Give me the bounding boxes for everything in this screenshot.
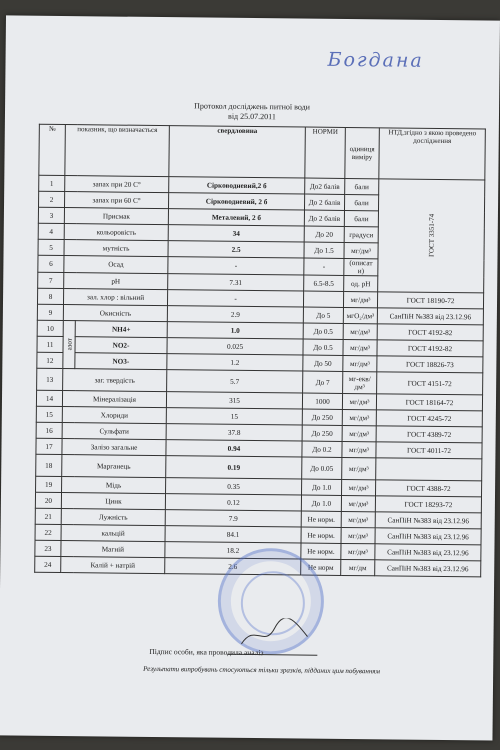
cell-ntd: ГОСТ 4389-72 xyxy=(376,426,482,443)
cell-name: Цинк xyxy=(61,493,165,510)
cell-norm: До 0.5 xyxy=(303,323,343,339)
cell-norm: 6.5-8.5 xyxy=(304,275,344,291)
cell-value: 0.025 xyxy=(167,338,303,355)
cell-norm: 1000 xyxy=(302,393,342,409)
cell-num: 5 xyxy=(38,239,64,255)
cell-name: зал. хлор : вільний xyxy=(63,289,167,306)
group-label-cell xyxy=(63,321,76,369)
cell-value: 2.5 xyxy=(168,241,304,258)
cell-num: 22 xyxy=(35,524,61,540)
cell-unit: мг/дм³ xyxy=(341,543,375,559)
cell-value: 0.19 xyxy=(166,456,302,479)
cell-num: 16 xyxy=(36,422,62,438)
footnote: Результати випробувань стосуються тільки зразків, підданих цим побуванням xyxy=(143,664,381,676)
cell-value: 7.31 xyxy=(168,274,304,291)
cell-ntd: ГОСТ 4151-72 xyxy=(377,372,483,395)
cell-value: 0.35 xyxy=(166,478,302,495)
header-norms: НОРМИ xyxy=(305,127,346,178)
protocol-title: Протокол досліджень питної води xyxy=(194,101,311,112)
cell-name: NH4+ xyxy=(75,321,167,338)
cell-ntd: СанПіН №383 від 23.12.96 xyxy=(375,512,481,529)
cell-ntd: СанПіН №383 від 23.12.96 xyxy=(375,560,481,577)
cell-value: Сірководневий, 2 б xyxy=(169,193,305,210)
cell-name: мутність xyxy=(64,240,168,257)
cell-value: 315 xyxy=(166,392,302,409)
cell-name: pH xyxy=(64,273,168,290)
cell-unit: мг/дм xyxy=(341,559,375,575)
cell-unit: мг-екв/дм³ xyxy=(343,371,377,393)
cell-norm: Не норм xyxy=(301,559,341,575)
cell-unit: мг/дм³ xyxy=(342,425,376,441)
cell-unit: мг/дм³ xyxy=(343,291,377,307)
cell-unit: мг/дм³ xyxy=(341,511,375,527)
cell-ntd: ГОСТ 18164-72 xyxy=(376,394,482,411)
cell-name: Хлориди xyxy=(62,407,166,424)
cell-value: - xyxy=(167,290,303,307)
cell-name: Марганець xyxy=(62,455,166,478)
cell-num: 23 xyxy=(35,540,61,556)
protocol-date: від 25.07.2011 xyxy=(228,111,276,122)
cell-unit: мг/дм³ xyxy=(343,339,377,355)
header-unit: одиниця виміру xyxy=(345,127,380,178)
cell-value: 7.9 xyxy=(165,510,301,527)
cell-unit: од. pH xyxy=(344,275,378,291)
signature-scrawl xyxy=(239,618,309,649)
cell-name: NO3- xyxy=(75,353,167,370)
cell-num: 12 xyxy=(37,352,63,368)
cell-ntd: ГОСТ 18293-72 xyxy=(375,496,481,513)
cell-name: Присмак xyxy=(64,208,168,225)
cell-num: 21 xyxy=(35,508,61,524)
cell-ntd: ГОСТ 18826-73 xyxy=(377,356,483,373)
cell-num: 4 xyxy=(38,223,64,239)
cell-unit: бали xyxy=(344,210,378,226)
cell-unit: (описат и) xyxy=(344,258,378,275)
cell-name: кольоровість xyxy=(64,224,168,241)
cell-ntd: ГОСТ 18190-72 xyxy=(377,292,483,309)
cell-value: Сірководневий,2 б xyxy=(169,177,305,194)
cell-num: 3 xyxy=(38,207,64,223)
document-sheet xyxy=(0,15,500,740)
cell-norm: Не норм. xyxy=(301,511,341,527)
cell-norm: До 250 xyxy=(302,409,342,425)
cell-num: 6 xyxy=(38,255,64,272)
cell-num: 17 xyxy=(36,438,62,454)
cell-name: Мінералізація xyxy=(62,391,166,408)
header-ntd: НТД,згідно з якою проведено дослідження xyxy=(379,128,486,180)
cell-norm: До 2 балів xyxy=(305,194,345,210)
cell-unit: мг/дм³ xyxy=(343,355,377,371)
cell-ntd: ГОСТ 4245-72 xyxy=(376,410,482,427)
cell-ntd: ГОСТ 4011-72 xyxy=(376,442,482,459)
cell-norm: До 0.05 xyxy=(302,457,342,479)
cell-num: 13 xyxy=(37,368,63,390)
cell-unit: бали xyxy=(345,178,379,194)
cell-ntd: СанПіН №383 від 23.12.96 xyxy=(375,544,481,561)
header-indicator: показник, що визначається xyxy=(65,125,170,177)
cell-value: 0.12 xyxy=(165,494,301,511)
cell-num: 2 xyxy=(39,191,65,207)
cell-name: NO2- xyxy=(75,337,167,354)
cell-name: Мідь xyxy=(62,477,166,494)
cell-ntd: ГОСТ 4388-72 xyxy=(376,480,482,497)
cell-norm: До 1.5 xyxy=(304,242,344,258)
cell-ntd: ГОСТ 4192-82 xyxy=(377,324,483,341)
cell-unit: мг/дм³ xyxy=(342,409,376,425)
cell-num: 11 xyxy=(37,336,63,352)
cell-name: Магній xyxy=(61,541,165,558)
gost-merged-label: ГОСТ 3351-74 xyxy=(427,214,436,258)
cell-name: Сульфати xyxy=(62,423,166,440)
header-num: № xyxy=(39,124,66,175)
cell-unit: мг/дм³ xyxy=(343,323,377,339)
cell-name: Окисність xyxy=(63,305,167,322)
results-table xyxy=(34,124,486,578)
cell-norm: До 0.5 xyxy=(303,339,343,355)
cell-unit: мг/дм³ xyxy=(342,479,376,495)
cell-ntd: СанПіН №383 від 23.12.96 xyxy=(375,528,481,545)
cell-num: 18 xyxy=(36,454,62,476)
cell-value: 15 xyxy=(166,408,302,425)
cell-name: Калій + натрій xyxy=(61,557,165,574)
cell-ntd: ГОСТ 4192-82 xyxy=(377,340,483,357)
cell-name: запах при 60 С° xyxy=(65,192,169,209)
cell-unit: мг/дм³ xyxy=(341,495,375,511)
cell-num: 19 xyxy=(36,476,62,492)
cell-norm: Не норм. xyxy=(301,543,341,559)
cell-num: 10 xyxy=(37,320,63,336)
cell-value: 37.8 xyxy=(166,424,302,441)
cell-value: 1.2 xyxy=(167,354,303,371)
cell-unit: мгО₂/дм³ xyxy=(343,307,377,323)
cell-name: Залізо загальне xyxy=(62,439,166,456)
cell-norm: До2 балів xyxy=(305,178,345,194)
cell-value: 2.9 xyxy=(167,306,303,323)
cell-value: 84.1 xyxy=(165,526,301,543)
cell-num: 20 xyxy=(35,492,61,508)
cell-value: 0.94 xyxy=(166,440,302,457)
cell-norm: До 7 xyxy=(303,371,343,393)
cell-norm: Не норм. xyxy=(301,527,341,543)
handwritten-name: Богдана xyxy=(327,48,424,72)
cell-value: 34 xyxy=(168,225,304,242)
cell-norm: До 50 xyxy=(303,355,343,371)
cell-num: 7 xyxy=(38,272,64,288)
cell-unit: градуси xyxy=(344,226,378,242)
cell-value: - xyxy=(168,257,304,275)
cell-name: кальцій xyxy=(61,525,165,542)
cell-value: Металевий, 2 б xyxy=(168,209,304,226)
header-source: свердловина xyxy=(169,126,306,178)
cell-num: 14 xyxy=(36,390,62,406)
cell-num: 8 xyxy=(37,288,63,304)
cell-unit: мг/дм³ xyxy=(344,242,378,258)
cell-unit: мг/дм³ xyxy=(342,441,376,457)
cell-norm: До 1.0 xyxy=(302,479,342,495)
cell-norm: До 2 балів xyxy=(304,210,344,226)
cell-name: Лужність xyxy=(61,509,165,526)
cell-num: 24 xyxy=(35,556,61,572)
cell-unit: мг/дм³ xyxy=(341,527,375,543)
cell-norm: До 5 xyxy=(303,307,343,323)
cell-name: заг. твердість xyxy=(63,369,167,392)
cell-num: 1 xyxy=(39,175,65,191)
cell-value: 18.2 xyxy=(165,542,301,559)
cell-ntd xyxy=(376,458,482,481)
cell-num: 15 xyxy=(36,406,62,422)
cell-unit: бали xyxy=(345,194,379,210)
cell-norm xyxy=(303,291,343,307)
cell-norm: До 20 xyxy=(304,226,344,242)
cell-unit: мг/дм³ xyxy=(342,457,376,479)
cell-norm: До 0.2 xyxy=(302,441,342,457)
table-header-row xyxy=(39,124,486,180)
cell-value: 5.7 xyxy=(167,370,303,393)
cell-norm: До 1.0 xyxy=(301,495,341,511)
cell-norm: - xyxy=(304,258,344,275)
cell-name: Осад xyxy=(64,256,168,274)
signature-label: Підпис особи, яка проводила аналіз xyxy=(149,646,264,658)
cell-name: запах при 20 С° xyxy=(65,176,169,193)
cell-value: 2.6 xyxy=(165,558,301,575)
cell-value: 1.0 xyxy=(167,322,303,339)
cell-unit: мг/дм³ xyxy=(342,393,376,409)
gost-merged-cell xyxy=(378,179,485,293)
cell-ntd: СанПіН №383 від 23.12.96 xyxy=(377,308,483,325)
cell-norm: До 250 xyxy=(302,425,342,441)
group-label: азот xyxy=(65,338,74,351)
cell-num: 9 xyxy=(37,304,63,320)
